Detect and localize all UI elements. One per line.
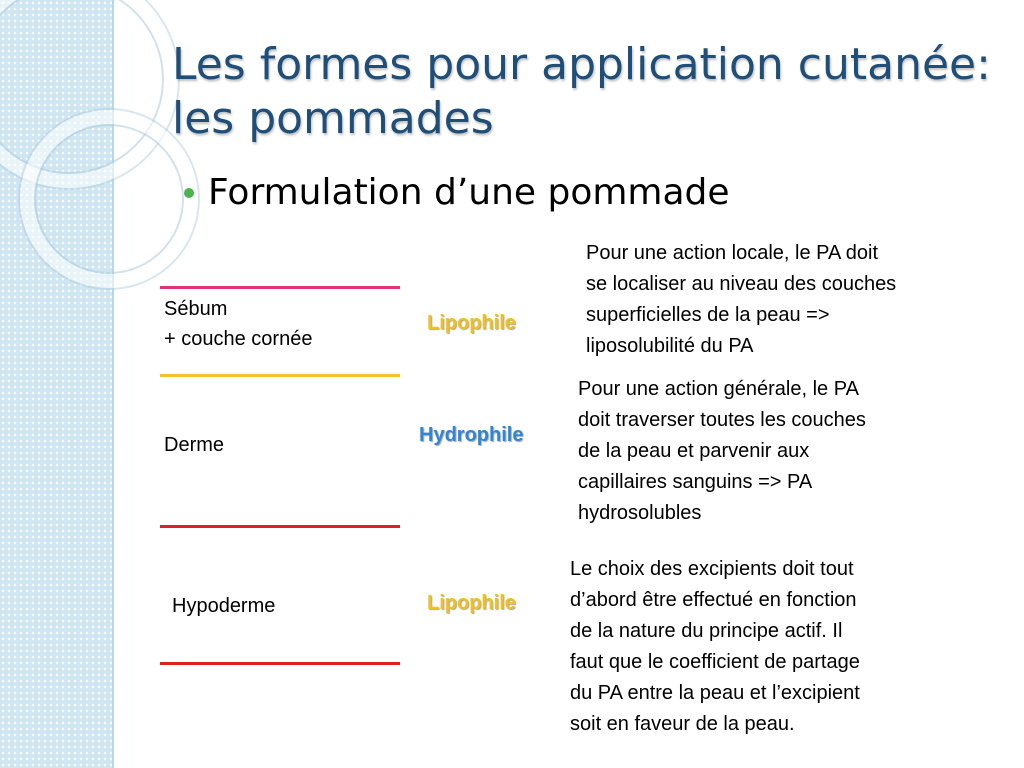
layer-label-sebum: Sébum + couche cornée (164, 298, 313, 350)
layer-line-top (160, 286, 400, 289)
note-general-action: Pour une action générale, le PA doit traverser toutes les couches de la peau et parvenir aux capillaires sanguins => PA hydrosolubles (578, 378, 866, 524)
property-hydrophile: Hydrophile (419, 424, 524, 446)
note-local-action: Pour une action locale, le PA doit se localiser au niveau des couches superficielles de la peau => liposolubilité du PA (586, 242, 897, 357)
layer-label-derme: Derme (164, 434, 225, 456)
layer-line-derme-hypoderme (160, 525, 400, 528)
layer-line-bottom (160, 662, 400, 665)
layer-line-sebum-derme (160, 374, 400, 377)
layer-label-hypoderme: Hypoderme (172, 595, 276, 617)
property-lipophile-bottom: Lipophile (427, 592, 516, 614)
decorative-sidebar (0, 0, 114, 768)
property-lipophile-top: Lipophile (427, 312, 516, 334)
slide-title: Les formes pour application cutanée: les pommades (172, 39, 991, 144)
note-excipient-choice: Le choix des excipients doit tout d’abord être effectué en fonction de la nature du principe actif. Il faut que le coefficient de partage du PA entre la peau et l’excipient soit en faveur de la peau. (570, 558, 860, 735)
bullet-text: Formulation d’une pommade (208, 172, 730, 213)
bullet-item (184, 172, 730, 213)
bullet-dot-icon (184, 188, 194, 198)
